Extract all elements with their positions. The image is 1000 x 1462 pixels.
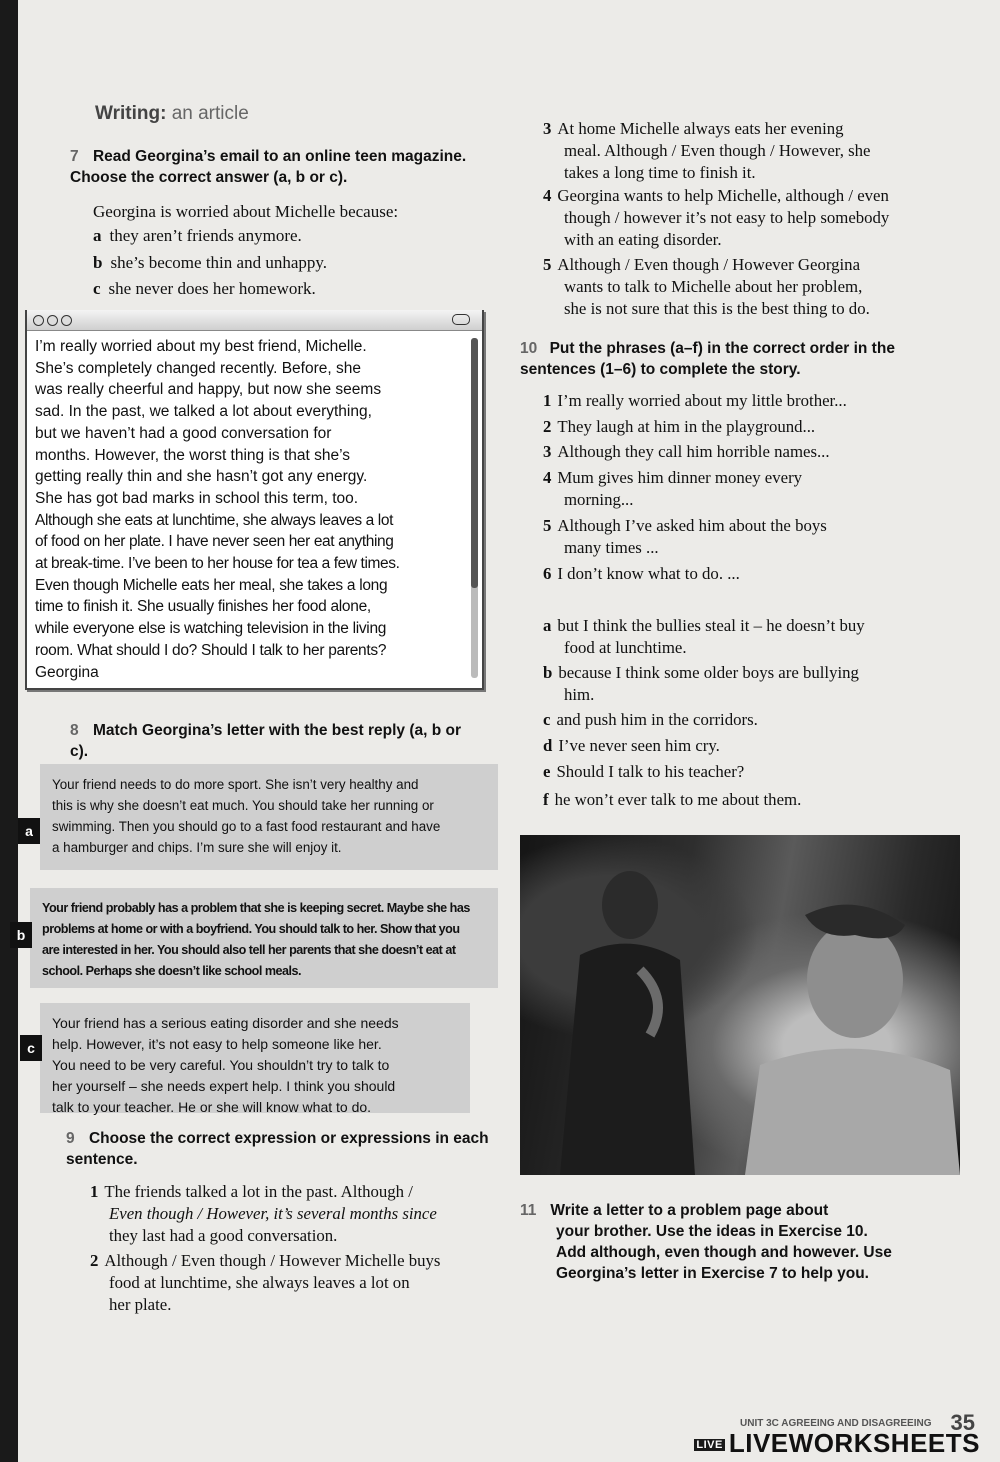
reply-c[interactable] [40, 1003, 470, 1113]
email-scrollbar-thumb[interactable] [471, 338, 478, 588]
reply-line: talk to your teacher. He or she will know what to do. [52, 1099, 372, 1115]
email-line: Although she eats at lunchtime, she always leaves a lot [35, 511, 393, 529]
ex8-instruction [70, 720, 470, 762]
reply-line: You need to be very careful. You shouldn’t try to talk to [52, 1057, 390, 1073]
ex10-phrase-c[interactable] [543, 709, 963, 731]
reply-line: are interested in her. You should also tell her parents that she doesn’t eat at [42, 943, 456, 957]
item-line: they last had a good conversation. [109, 1226, 338, 1245]
email-line: I’m really worried about my best friend, Michelle. [35, 338, 367, 355]
ex8-number: 8 [70, 722, 79, 739]
email-window [25, 310, 484, 690]
email-line: while everyone else is watching television in the living [35, 620, 387, 638]
email-line: room. What should I do? Should I talk to her parents? [35, 641, 387, 659]
ex9-instruction [66, 1128, 496, 1170]
sentence-line: I’m really worried about my little brother... [557, 391, 847, 410]
item-number: 4 [543, 186, 552, 205]
email-line: time to finish it. She usually finishes her food alone, [35, 598, 371, 616]
ex10-number: 10 [520, 340, 538, 357]
phrase-letter: f [543, 790, 549, 809]
ex10-phrase-d[interactable] [543, 735, 963, 757]
reply-line: Your friend probably has a problem that she is keeping secret. Maybe she has [42, 901, 470, 915]
option-text: she’s become thin and unhappy. [110, 253, 328, 272]
item-line: her plate. [109, 1295, 172, 1314]
sentence-number: 3 [543, 442, 552, 461]
section-title-bold: Writing: [95, 103, 167, 124]
ex7-number: 7 [70, 148, 79, 165]
live-badge-icon: LIVE [696, 1439, 723, 1452]
ex11-instruction [520, 1200, 960, 1284]
item-number: 5 [543, 255, 552, 274]
unit-tag: UNIT 3C AGREEING AND DISAGREEING [740, 1418, 932, 1429]
ex9-instruction-text: Choose the correct expression or expressions in each sentence. [66, 1130, 489, 1168]
email-titlebar [27, 310, 482, 331]
sentence-number: 2 [543, 417, 552, 436]
ex7-instruction-text: Read Georgina’s email to an online teen magazine. Choose the correct answer (a, b or c). [70, 148, 467, 186]
email-line: of food on her plate. I have never seen her eat anything [35, 533, 394, 551]
option-letter: b [93, 253, 103, 272]
sentence-line: morning... [564, 490, 634, 509]
reply-line: Your friend has a serious eating disorder and she needs [52, 1015, 399, 1031]
phrase-line: he won’t ever talk to me about them. [554, 790, 802, 809]
sentence-line: I don’t know what to do. ... [557, 564, 740, 583]
ex11-number: 11 [520, 1202, 537, 1219]
item-line: food at lunchtime, she always leaves a lot on [109, 1273, 410, 1292]
photo-bullied-boy [520, 835, 960, 1175]
ex10-sentence-6[interactable] [543, 563, 963, 585]
ex10-instruction [520, 338, 950, 380]
window-minimize-icon[interactable] [47, 315, 58, 326]
ex9-item-3[interactable] [543, 118, 963, 184]
ex10-sentence-1[interactable] [543, 390, 963, 412]
phrase-letter: d [543, 736, 553, 755]
photo-hair-boy [805, 905, 905, 939]
item-line: she is not sure that this is the best thing to do. [564, 299, 870, 318]
email-line: was really cheerful and happy, but now she seems [35, 381, 382, 399]
email-line: She has got bad marks in school this term, too. [35, 489, 359, 507]
page-number: 35 [950, 1410, 975, 1435]
ex11-line: your brother. Use the ideas in Exercise 10. [556, 1223, 868, 1240]
sentence-number: 4 [543, 468, 552, 487]
ex10-sentence-5[interactable] [543, 515, 963, 559]
email-line: but we haven’t had a good conversation for [35, 424, 332, 442]
item-line: wants to talk to Michelle about her problem, [564, 277, 863, 296]
email-line: sad. In the past, we talked a lot about everything, [35, 403, 372, 421]
phrase-line: but I think the bullies steal it – he doesn’t buy [557, 616, 865, 635]
phrase-letter: a [543, 616, 552, 635]
photo-head-boy [807, 922, 903, 1038]
phrase-line: I’ve never seen him cry. [558, 736, 720, 755]
window-toolbar-toggle-icon[interactable] [452, 314, 470, 325]
option-letter: a [93, 226, 102, 245]
ex10-phrase-f[interactable] [543, 789, 963, 811]
ex9-number: 9 [66, 1130, 75, 1147]
sentence-line: They laugh at him in the playground... [557, 417, 816, 436]
ex11-line: Write a letter to a problem page about [550, 1202, 829, 1219]
item-line: though / however it’s not easy to help somebody [564, 208, 890, 227]
ex11-line: Georgina’s letter in Exercise 7 to help you. [556, 1265, 869, 1282]
ex10-phrase-e[interactable] [543, 761, 963, 783]
ex7-option-c[interactable] [93, 277, 316, 301]
brand-name: LIVEWORKSHEETS [728, 1428, 980, 1458]
ex8-instruction-text: Match Georgina’s letter with the best reply (a, b or c). [70, 722, 461, 760]
reply-line: Your friend needs to do more sport. She isn’t very healthy and [52, 777, 419, 792]
item-number: 1 [90, 1182, 99, 1201]
ex7-option-a[interactable] [93, 224, 302, 248]
reply-line: a hamburger and chips. I’m sure she will enjoy it. [52, 840, 342, 855]
reply-label-a: a [18, 818, 40, 844]
item-line: takes a long time to finish it. [564, 163, 756, 182]
reply-a[interactable] [40, 764, 498, 870]
sentence-line: Mum gives him dinner money every [557, 468, 803, 487]
reply-line: this is why she doesn’t eat much. You should take her running or [52, 798, 434, 813]
ex7-option-b[interactable] [93, 251, 327, 275]
ex10-phrase-a[interactable] [543, 615, 963, 659]
email-line: She’s completely changed recently. Before, she [35, 359, 361, 377]
ex9-item-4[interactable] [543, 185, 963, 251]
ex9-item-2[interactable] [90, 1250, 500, 1316]
email-signature: Georgina [35, 663, 99, 681]
email-line: getting really thin and she hasn’t got any energy. [35, 468, 368, 486]
email-line: Even though Michelle eats her meal, she takes a long [35, 576, 388, 594]
photo-shirt-boy [745, 1049, 960, 1175]
item-number: 3 [543, 119, 552, 138]
phrase-letter: b [543, 663, 553, 682]
phrase-line: him. [564, 685, 595, 704]
item-line: meal. Although / Even though / However, she [564, 141, 871, 160]
ex10-sentence-4[interactable] [543, 467, 963, 511]
phrase-letter: e [543, 762, 551, 781]
sentence-line: Although they call him horrible names... [557, 442, 830, 461]
reply-line: help. However, it’s not easy to help someone like her. [52, 1036, 382, 1052]
photo-head-girl [602, 871, 658, 939]
ex10-phrase-b[interactable] [543, 662, 963, 706]
liveworksheets-logo[interactable] [694, 1428, 980, 1459]
ex10-sentence-2[interactable] [543, 416, 963, 438]
sentence-number: 5 [543, 516, 552, 535]
sentence-number: 1 [543, 391, 552, 410]
window-close-icon[interactable] [33, 315, 44, 326]
section-title-light: an article [166, 103, 249, 124]
reply-label-c: c [20, 1035, 42, 1061]
ex7-stem: Georgina is worried about Michelle because: [93, 202, 399, 221]
sentence-number: 6 [543, 564, 552, 583]
email-line: at break-time. I’ve been to her house for tea a few times. [35, 555, 400, 573]
item-number: 2 [90, 1251, 99, 1270]
section-title [95, 103, 249, 125]
email-body [35, 336, 460, 683]
option-letter: c [93, 279, 101, 298]
sentence-line: many times ... [564, 538, 659, 557]
item-line: Although / Even though / However Georgina [557, 255, 861, 274]
ex10-instruction-text: Put the phrases (a–f) in the correct order in the sentences (1–6) to complete the story. [520, 340, 895, 378]
reply-line: her yourself – she needs expert help. I think you should [52, 1078, 396, 1094]
item-line: At home Michelle always eats her evening [557, 119, 844, 138]
reply-b[interactable] [30, 888, 498, 988]
photo-figures [520, 835, 960, 1175]
phrase-letter: c [543, 710, 551, 729]
option-text: she never does her homework. [108, 279, 316, 298]
item-line: Although / Even though / However Michelle buys [104, 1251, 441, 1270]
reply-label-b: b [10, 922, 32, 948]
reply-line: swimming. Then you should go to a fast food restaurant and have [52, 819, 441, 834]
reply-line: problems at home or with a boyfriend. You should talk to her. Show that you [42, 922, 460, 936]
phrase-line: because I think some older boys are bullying [558, 663, 859, 682]
phrase-line: and push him in the corridors. [556, 710, 758, 729]
window-zoom-icon[interactable] [61, 315, 72, 326]
ex9-item-1[interactable] [90, 1181, 500, 1247]
item-line: The friends talked a lot in the past. Although / [104, 1182, 413, 1201]
item-line: with an eating disorder. [564, 230, 722, 249]
email-line: months. However, the worst thing is that she’s [35, 446, 351, 464]
phrase-line: food at lunchtime. [564, 638, 687, 657]
item-line: Georgina wants to help Michelle, although / even [557, 186, 889, 205]
ex9-item-5[interactable] [543, 254, 963, 320]
option-text: they aren’t friends anymore. [109, 226, 302, 245]
phrase-line: Should I talk to his teacher? [556, 762, 745, 781]
sentence-line: Although I’ve asked him about the boys [557, 516, 827, 535]
photo-body-girl [560, 944, 695, 1175]
item-line: Even though / However, it’s several months since [109, 1204, 437, 1223]
ex10-sentence-3[interactable] [543, 441, 963, 463]
reply-line: school. Perhaps she doesn’t like school meals. [42, 964, 302, 978]
ex7-instruction [70, 146, 490, 188]
ex11-line: Add although, even though and however. Use [556, 1244, 892, 1261]
